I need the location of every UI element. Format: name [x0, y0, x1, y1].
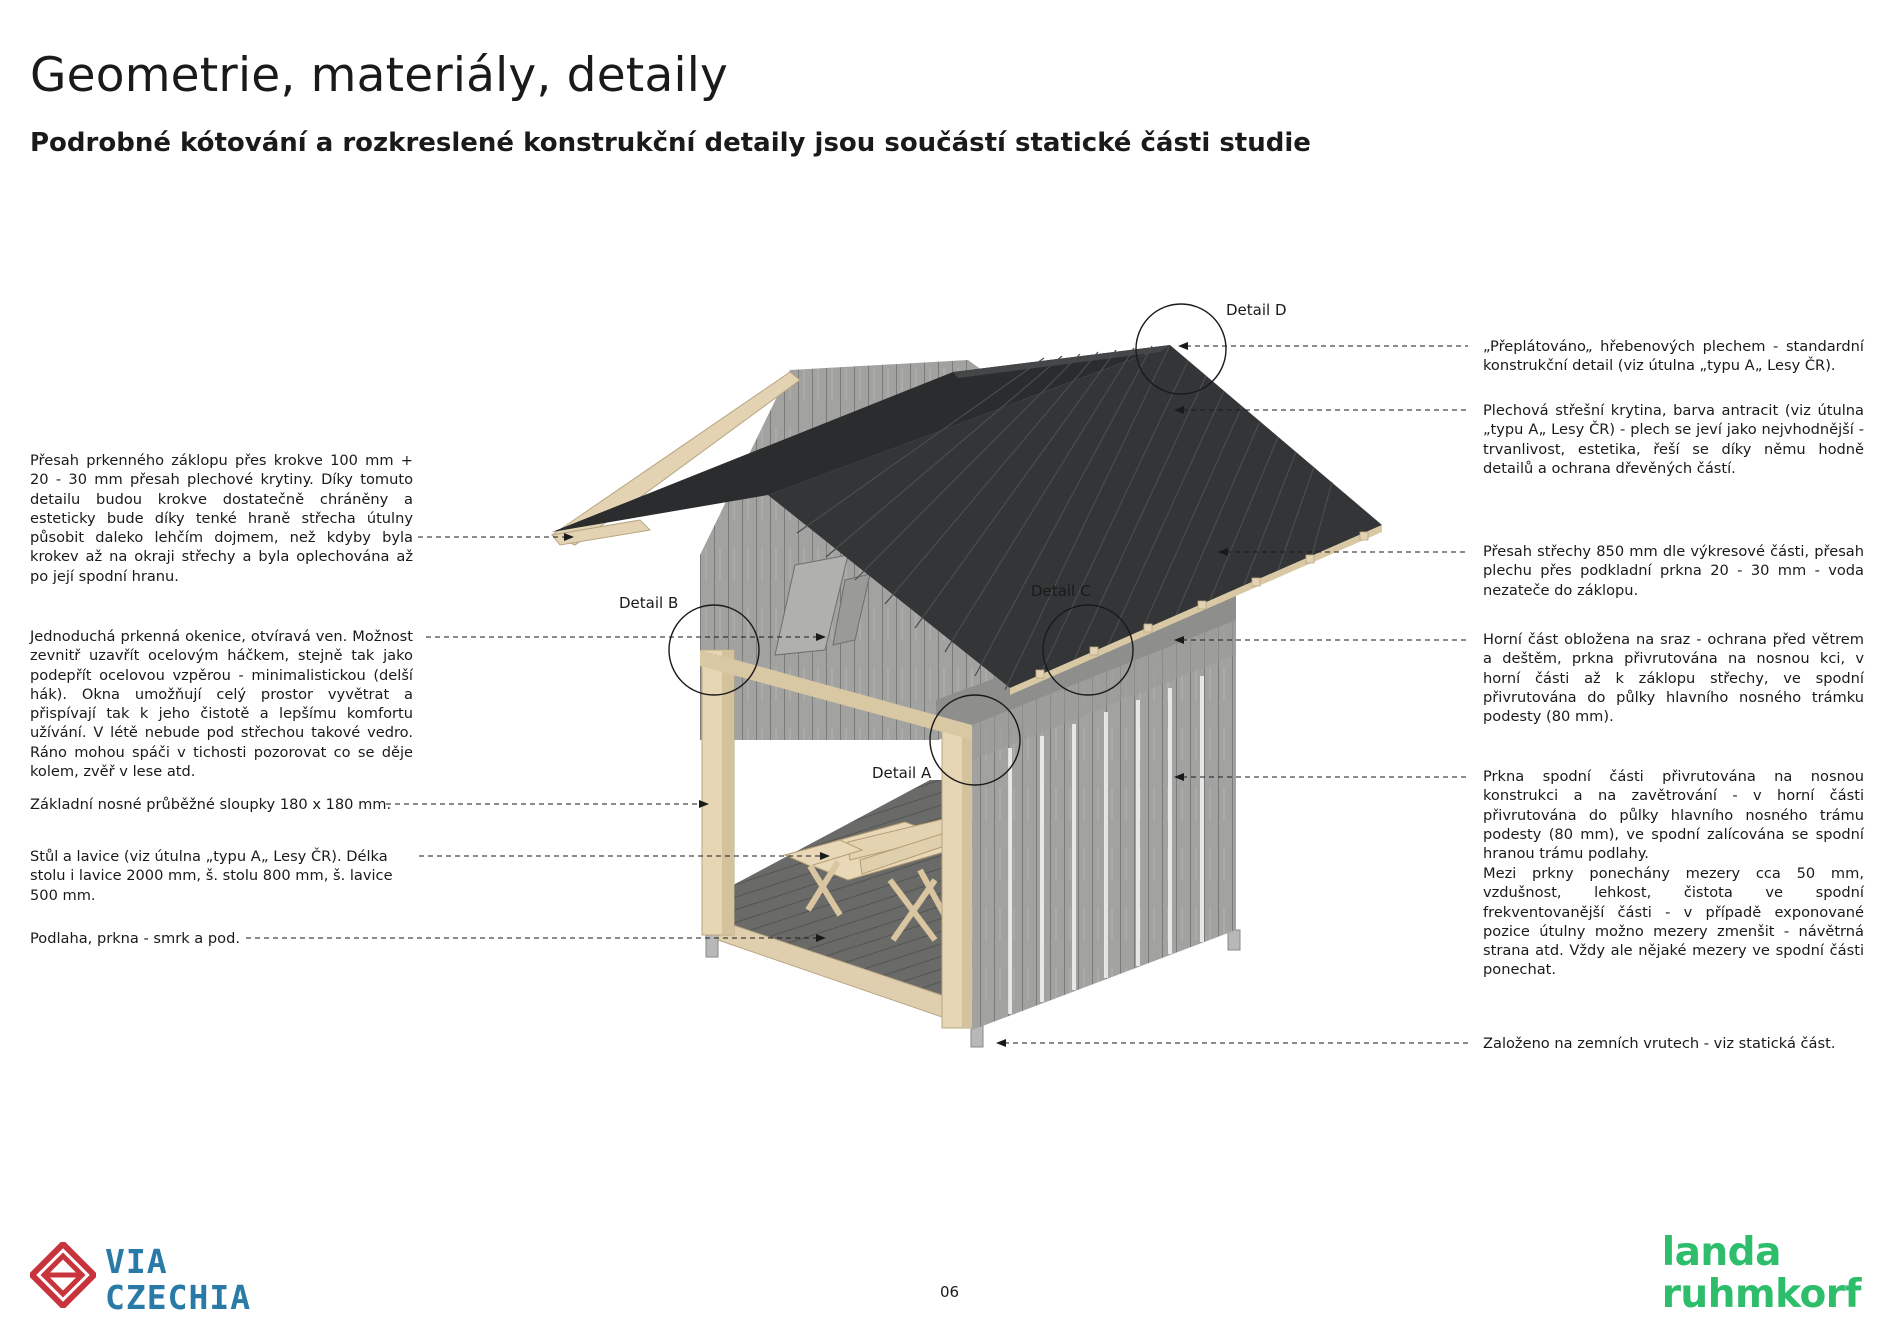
detail-b-label: Detail B: [619, 594, 679, 612]
note-table-bench: Stůl a lavice (viz útulna „typu A„ Lesy ČR). Délka stolu i lavice 2000 mm, š. stolu 800 mm, š. lavice 500 mm.: [30, 848, 393, 904]
detail-c-label: Detail C: [1031, 582, 1091, 600]
page-number: 06: [940, 1283, 960, 1301]
landa-logo-line2: ruhmkorf: [1661, 1272, 1861, 1317]
note-floor: Podlaha, prkna - smrk a pod.: [30, 930, 240, 947]
note-roofing: Plechová střešní krytina, barva antracit (viz útulna „typu A„ Lesy ČR) - plech se jeví jako nejvhodnější - trvanlivost, estetika, řeší se díky němu hodně detailů a ochrana dřevěných částí.: [1483, 402, 1864, 477]
page-subtitle: Podrobné kótování a rozkreslené konstrukční detaily jsou součástí statické části studie: [30, 128, 1311, 158]
ground-screw-right: [1228, 930, 1240, 950]
via-czechia-logo-text: [105, 1244, 251, 1316]
note-eaves: Přesah střechy 850 mm dle výkresové části, přesah plechu přes podkladní prkna 20 - 30 mm - voda nezateče do záklopu.: [1483, 543, 1864, 599]
via-czechia-logo-mark: [30, 1242, 96, 1308]
via-logo-line2: CZECHIA: [105, 1278, 252, 1317]
detail-a-label: Detail A: [872, 764, 932, 782]
via-logo-line1: VIA: [105, 1242, 168, 1281]
note-lower-boards: Prkna spodní části přivrutována na nosnou konstrukci a na zavětrování - v horní části přivrutována do půlky hlavního nosného trámu podesty (80 mm), ve spodní zalícována se spodní hranou trámu podlahy.: [1483, 768, 1864, 863]
note-gaps: Mezi prkny ponechány mezery cca 50 mm, vzdušnost, lehkost, čistota ve spodní frekventovanější části - v případě exponované pozice útulny možno mezery zmenšit - návětrná strana atd. Vždy ale nějaké mezery ve spodní části ponechat.: [1483, 865, 1864, 979]
note-upper-cladding: Horní část obložena na sraz - ochrana před větrem a deštěm, prkna přivrutována na nosnou kci, v horní části až k záklopu střechy, ve spodní přivrutována do půlky hlavního nosného trámku podesty (80 mm).: [1483, 631, 1864, 726]
note-foundation: Založeno na zemních vrutech - viz statická část.: [1483, 1035, 1836, 1052]
page-title: Geometrie, materiály, detaily: [30, 48, 728, 103]
landa-logo-line1: landa: [1661, 1230, 1781, 1275]
landa-ruhmkorf-logo: [1662, 1232, 1861, 1316]
note-window-shutter: Jednoduchá prkenná okenice, otvíravá ven. Možnost zevnitř uzavřít ocelovým háčkem, stejně tak jako podepřít ocelovou vzpěrou - minimalistickou (delší hák). Okna umožňují celý prostor vyvětrat a přispívají tak k jeho čistotě a lepšímu komfortu užívání. V létě nebude pod střechou takové vedro. Ráno mohou spáči v tichosti pozorovat co se děje kolem, zvěř v lese atd.: [30, 628, 413, 781]
note-posts: Základní nosné průběžné sloupky 180 x 180 mm.: [30, 796, 392, 813]
note-roof-overhang: Přesah prkenného záklopu přes krokve 100 mm + 20 - 30 mm přesah plechové krytiny. Díky tomuto detailu budou krokve dostatečně chráněny a esteticky bude díky tenké hraně střecha útulny působit daleko lehčím dojmem, než kdyby byla krokev až na okraji střechy a byla oplechována až po její spodní hranu.: [30, 452, 413, 585]
detail-d-label: Detail D: [1226, 301, 1287, 319]
note-ridge: „Přeplátováno„ hřebenových plechem - standardní konstrukční detail (viz útulna „typu A„ Lesy ČR).: [1483, 338, 1864, 375]
